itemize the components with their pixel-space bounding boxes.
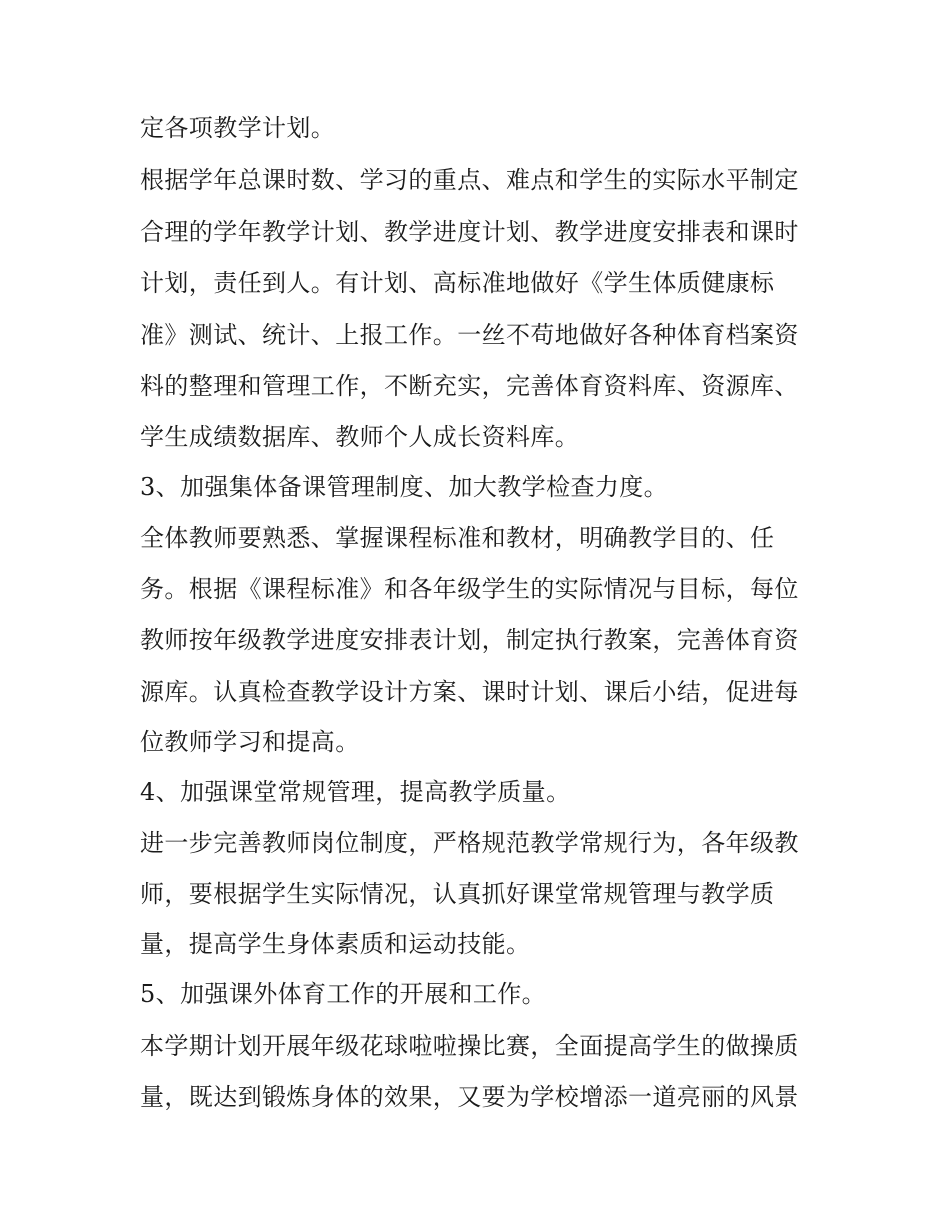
text-line: 进一步完善教师岗位制度，严格规范教学常规行为，各年级教 <box>140 829 799 857</box>
text-line: 计划，责任到人。有计划、高标准地做好《学生体质健康标 <box>140 269 775 297</box>
text-line: 位教师学习和提高。 <box>140 728 360 756</box>
text-line: 全体教师要熟悉、掌握课程标准和教材，明确教学目的、任 <box>140 524 775 552</box>
text-line: 师，要根据学生实际情况，认真抓好课堂常规管理与教学质 <box>140 880 775 908</box>
text-line: 本学期计划开展年级花球啦啦操比赛，全面提高学生的做操质 <box>140 1032 799 1060</box>
text-line: 量，提高学生身体素质和运动技能。 <box>140 930 531 958</box>
text-line: 量，既达到锻炼身体的效果，又要为学校增添一道亮丽的风景 <box>140 1083 799 1111</box>
text-line: 源库。认真检查教学设计方案、课时计划、课后小结，促进每 <box>140 678 799 706</box>
section-heading: 3、加强集体备课管理制度、加大教学检查力度。 <box>140 473 669 501</box>
text-line: 教师按年级教学进度安排表计划，制定执行教案，完善体育资 <box>140 626 799 654</box>
section-heading: 4、加强课堂常规管理，提高教学质量。 <box>140 778 571 806</box>
text-line: 根据学年总课时数、学习的重点、难点和学生的实际水平制定 <box>140 166 799 194</box>
text-line: 料的整理和管理工作，不断充实，完善体育资料库、资源库、 <box>140 372 799 400</box>
text-line: 务。根据《课程标准》和各年级学生的实际情况与目标，每位 <box>140 575 799 603</box>
section-heading: 5、加强课外体育工作的开展和工作。 <box>140 980 547 1008</box>
text-line: 定各项教学计划。 <box>140 114 336 142</box>
text-line: 学生成绩数据库、教师个人成长资料库。 <box>140 423 580 451</box>
text-line: 合理的学年教学计划、教学进度计划、教学进度安排表和课时 <box>140 218 799 246</box>
text-line: 准》测试、统计、上报工作。一丝不苟地做好各种体育档案资 <box>140 321 799 349</box>
